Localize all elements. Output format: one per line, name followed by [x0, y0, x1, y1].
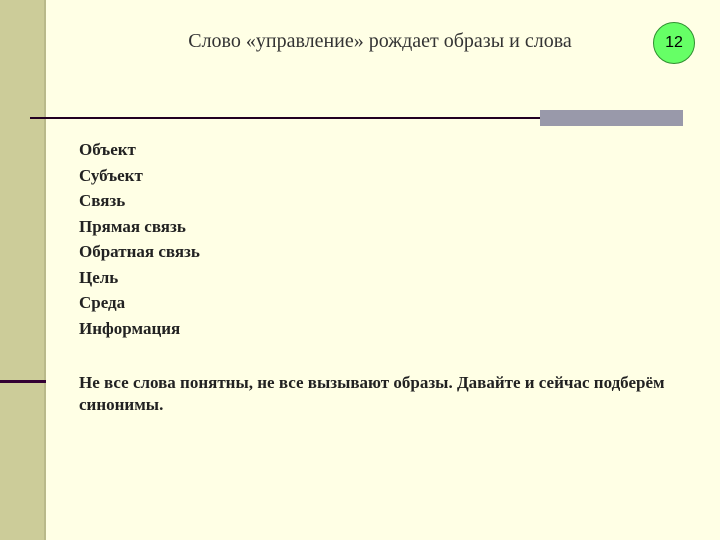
title-divider-accent [540, 110, 683, 126]
side-bar [0, 0, 46, 540]
term-item: Среда [79, 293, 126, 312]
slide-title: Слово «управление» рождает образы и слова [188, 30, 572, 52]
term-item: Информация [79, 318, 181, 338]
slide-number: 12 [665, 34, 683, 51]
term-item: Обратная связь [79, 242, 200, 261]
term-item: Цель [79, 267, 119, 287]
term-item: Объект [79, 140, 136, 159]
note-paragraph: Не все слова понятны, не все вызывают образы. Давайте и сейчас подберём синонимы. [79, 373, 665, 414]
title-divider [30, 117, 540, 119]
side-bar-accent [0, 380, 46, 383]
term-item: Связь [79, 191, 126, 210]
term-item: Прямая связь [79, 216, 186, 236]
slide-number-badge [653, 22, 695, 64]
term-item: Субъект [79, 165, 143, 185]
term-list [79, 137, 200, 341]
